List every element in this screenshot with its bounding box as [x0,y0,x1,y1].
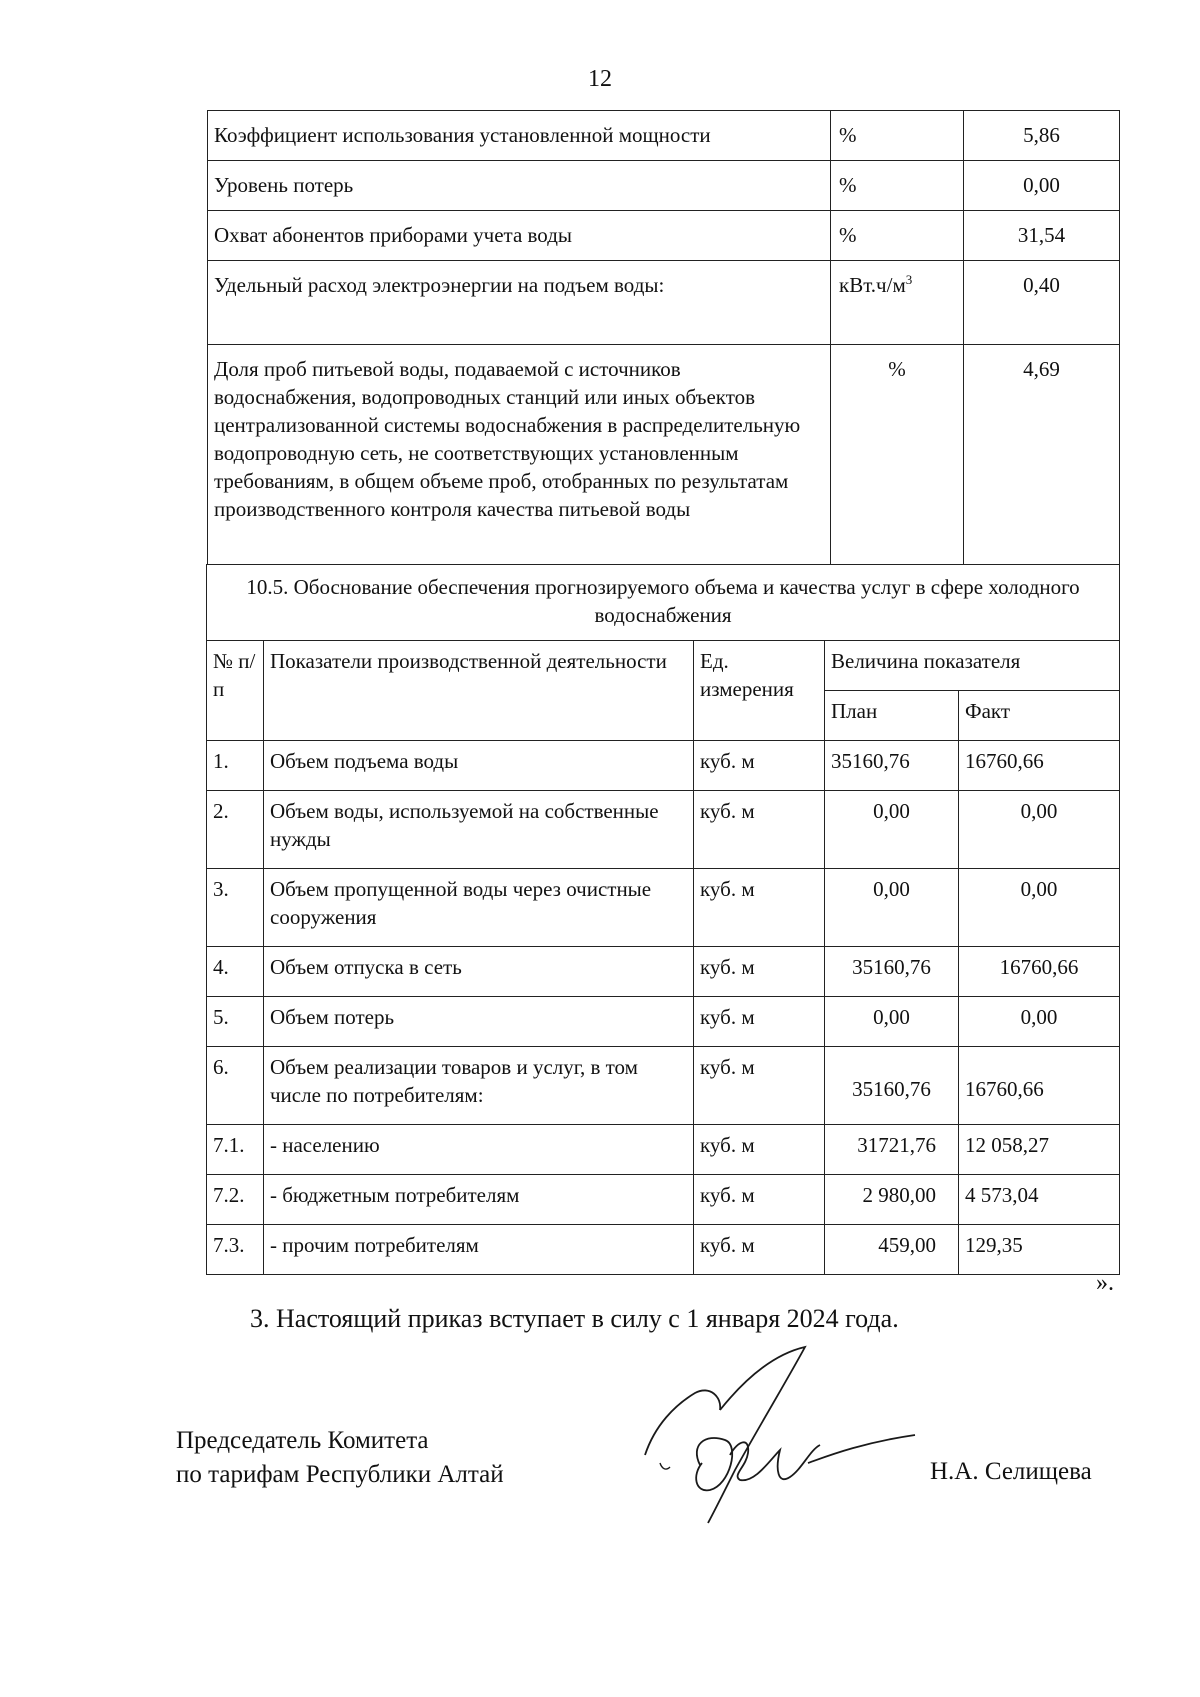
handwritten-signature [630,1345,920,1525]
table-row [207,947,1120,997]
row-plan: 0,00 [825,997,959,1047]
production-indicators-table [206,564,1120,1275]
page-number: 12 [588,66,612,92]
indicator-label: Уровень потерь [208,161,831,211]
row-fact: 12 058,27 [959,1125,1120,1175]
row-fact: 16760,66 [959,741,1120,791]
indicator-value: 4,69 [964,345,1120,565]
row-plan: 35160,76 [825,741,959,791]
row-fact: 0,00 [959,869,1120,947]
signer-role-line1: Председатель Комитета [176,1427,429,1454]
row-name: - прочим потребителям [264,1225,694,1275]
row-unit: куб. м [694,947,825,997]
table-row [208,211,1120,261]
table-row [207,1047,1120,1125]
row-name: - населению [264,1125,694,1175]
table-row [208,161,1120,211]
row-unit: куб. м [694,1125,825,1175]
row-num: 6. [207,1047,264,1125]
indicator-label: Доля проб питьевой воды, подаваемой с источников водоснабжения, водопроводных станций или иных объектов централизованной системы водоснабжения в распределительную водопроводную сеть, не соответствующих установленным требованиям, в общем объеме проб, отобранных по результатам производственного контроля качества питьевой воды [208,345,831,565]
signer-name: Н.А. Селищева [930,1458,1092,1485]
section-title-row [207,565,1120,641]
header-indicator: Показатели производственной деятельности [264,641,694,741]
row-unit: куб. м [694,1225,825,1275]
row-plan: 0,00 [825,869,959,947]
indicator-unit: % [831,345,964,565]
row-num: 2. [207,791,264,869]
row-num: 7.1. [207,1125,264,1175]
table-row [207,1175,1120,1225]
row-plan: 35160,76 [825,1047,959,1125]
header-plan: План [825,691,959,741]
closing-quote: ». [1096,1270,1114,1296]
indicator-label: Коэффициент использования установленной мощности [208,111,831,161]
row-unit: куб. м [694,1047,825,1125]
table-row [208,111,1120,161]
unit-text: кВт.ч/м [839,273,906,297]
row-fact: 0,00 [959,997,1120,1047]
row-fact: 0,00 [959,791,1120,869]
row-name: - бюджетным потребителям [264,1175,694,1225]
signer-role [176,1424,504,1492]
header-fact: Факт [959,691,1120,741]
row-fact: 129,35 [959,1225,1120,1275]
row-name: Объем подъема воды [264,741,694,791]
row-unit: куб. м [694,1175,825,1225]
indicator-unit: % [831,111,964,161]
table-row [207,791,1120,869]
header-unit: Ед. измерения [694,641,825,741]
indicator-label: Удельный расход электроэнергии на подъем воды: [208,261,831,345]
row-plan: 35160,76 [825,947,959,997]
indicator-unit: % [831,211,964,261]
row-name: Объем отпуска в сеть [264,947,694,997]
signer-role-line2: по тарифам Республики Алтай [176,1461,504,1488]
header-value-group: Величина показателя [825,641,1120,691]
indicator-label: Охват абонентов приборами учета воды [208,211,831,261]
row-name: Объем реализации товаров и услуг, в том числе по потребителям: [264,1047,694,1125]
indicators-table [207,110,1120,565]
row-fact: 4 573,04 [959,1175,1120,1225]
header-row [207,641,1120,691]
section-title: 10.5. Обоснование обеспечения прогнозируемого объема и качества услуг в сфере холодного водоснабжения [207,565,1120,641]
row-plan: 31721,76 [825,1125,959,1175]
table-row [207,997,1120,1047]
indicator-unit [831,261,964,345]
row-unit: куб. м [694,791,825,869]
table-row [207,741,1120,791]
row-unit: куб. м [694,741,825,791]
indicator-value: 0,00 [964,161,1120,211]
table-row [207,869,1120,947]
row-unit: куб. м [694,869,825,947]
indicator-unit: % [831,161,964,211]
table-row [207,1225,1120,1275]
row-plan: 459,00 [825,1225,959,1275]
table-row [207,1125,1120,1175]
row-num: 7.3. [207,1225,264,1275]
clause-3: 3. Настоящий приказ вступает в силу с 1 января 2024 года. [250,1304,899,1333]
row-plan: 0,00 [825,791,959,869]
table-row [208,261,1120,345]
row-num: 7.2. [207,1175,264,1225]
indicator-value: 0,40 [964,261,1120,345]
indicator-value: 5,86 [964,111,1120,161]
header-num: № п/п [207,641,264,741]
unit-superscript: 3 [905,272,913,287]
row-plan: 2 980,00 [825,1175,959,1225]
indicator-value: 31,54 [964,211,1120,261]
row-num: 4. [207,947,264,997]
row-name: Объем воды, используемой на собственные нужды [264,791,694,869]
row-fact: 16760,66 [959,947,1120,997]
row-name: Объем пропущенной воды через очистные сооружения [264,869,694,947]
row-name: Объем потерь [264,997,694,1047]
row-fact: 16760,66 [959,1047,1120,1125]
row-num: 5. [207,997,264,1047]
row-num: 1. [207,741,264,791]
row-num: 3. [207,869,264,947]
row-unit: куб. м [694,997,825,1047]
table-row [208,345,1120,565]
